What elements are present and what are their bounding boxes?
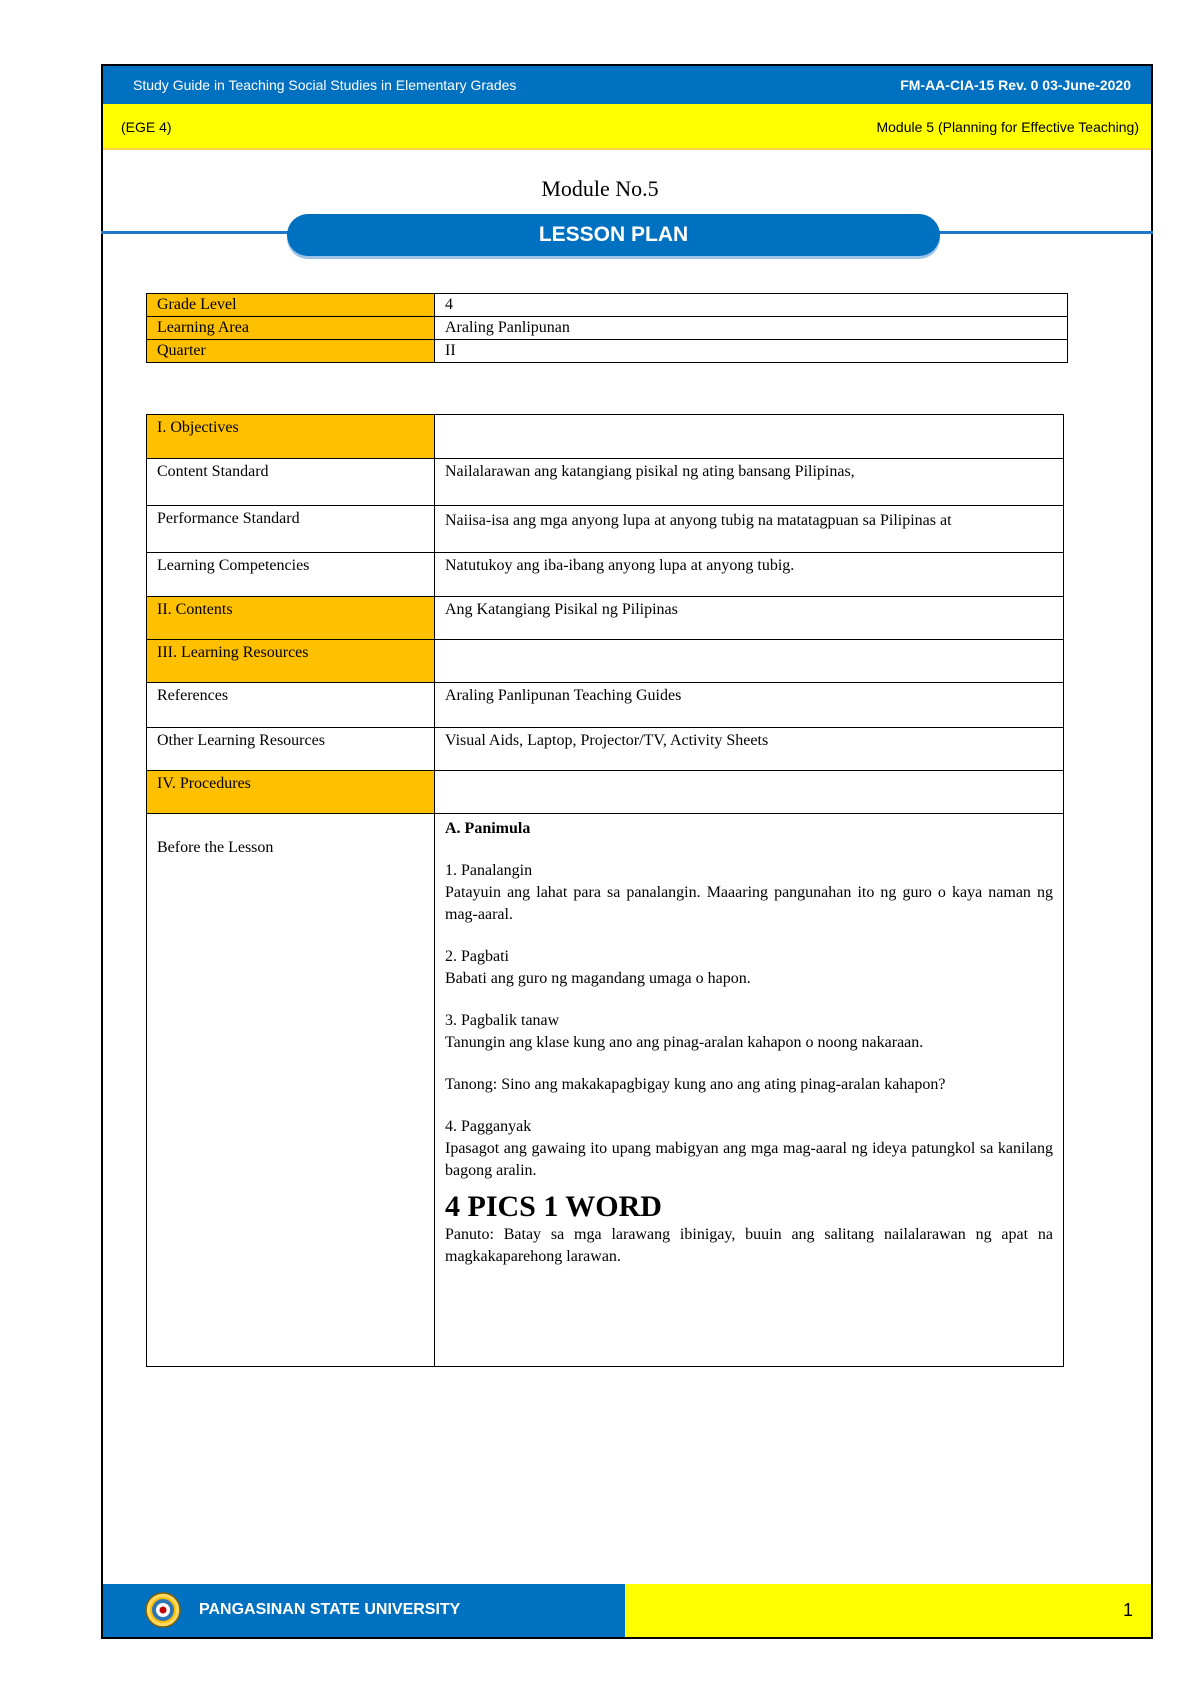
learning-competencies-label: Learning Competencies bbox=[147, 553, 435, 597]
grade-level-value: 4 bbox=[435, 294, 1068, 317]
references-value: Araling Panlipunan Teaching Guides bbox=[435, 683, 1064, 728]
table-row bbox=[147, 340, 1068, 363]
table-row bbox=[147, 771, 1064, 814]
step-4-text: Ipasagot ang gawaing ito upang mabigyan ang mga mag-aaral ng ideya patungkol sa kanilang bagong aralin. bbox=[445, 1140, 1053, 1179]
table-row bbox=[147, 814, 1064, 1367]
other-resources-label: Other Learning Resources bbox=[147, 728, 435, 771]
table-row bbox=[147, 294, 1068, 317]
module-number: Module No.5 bbox=[541, 176, 659, 201]
performance-standard-label: Performance Standard bbox=[147, 506, 435, 553]
game-title: 4 PICS 1 WORD bbox=[445, 1190, 662, 1223]
learning-area-label: Learning Area bbox=[147, 317, 435, 340]
divider-left bbox=[101, 231, 301, 234]
table-row bbox=[147, 728, 1064, 771]
step-2-text: Babati ang guro ng magandang umaga o hapon. bbox=[445, 970, 751, 987]
contents-label: II. Contents bbox=[147, 597, 435, 640]
quarter-label: Quarter bbox=[147, 340, 435, 363]
before-lesson-content bbox=[435, 814, 1064, 1367]
table-row bbox=[147, 317, 1068, 340]
step-4-title: 4. Pagganyak bbox=[445, 1118, 532, 1135]
footer-bar bbox=[103, 1584, 1151, 1637]
table-row bbox=[147, 459, 1064, 506]
step-3-text: Tanungin ang klase kung ano ang pinag-aralan kahapon o noong nakaraan. bbox=[445, 1034, 924, 1051]
performance-standard-value: Naiisa-isa ang mga anyong lupa at anyong tubig na matatagpuan sa Pilipinas at bbox=[435, 506, 1064, 553]
contents-value: Ang Katangiang Pisikal ng Pilipinas bbox=[435, 597, 1064, 640]
quarter-value: II bbox=[435, 340, 1068, 363]
table-row bbox=[147, 415, 1064, 459]
lesson-plan-table bbox=[146, 414, 1064, 1367]
info-table bbox=[146, 293, 1068, 363]
step-3-title: 3. Pagbalik tanaw bbox=[445, 1012, 560, 1029]
form-code: FM-AA-CIA-15 Rev. 0 03-June-2020 bbox=[900, 77, 1131, 93]
references-label: References bbox=[147, 683, 435, 728]
content-standard-value: Nailalarawan ang katangiang pisikal ng ating bansang Pilipinas, bbox=[435, 459, 1064, 506]
lesson-plan-banner: LESSON PLAN bbox=[287, 214, 940, 256]
step-1-text: Patayuin ang lahat para sa panalangin. Maaaring pangunahan ito ng guro o kaya naman ng mag-aaral. bbox=[445, 884, 1053, 923]
footer-right bbox=[625, 1584, 1151, 1637]
game-instructions: Panuto: Batay sa mga larawang ibinigay, buuin ang salitang nailalarawan ng apat na magkakaparehong larawan. bbox=[445, 1226, 1053, 1265]
page-number: 1 bbox=[1122, 1600, 1133, 1620]
table-row bbox=[147, 683, 1064, 728]
objectives-label: I. Objectives bbox=[147, 415, 435, 459]
learning-competencies-value: Natutukoy ang iba-ibang anyong lupa at anyong tubig. bbox=[435, 553, 1064, 597]
table-row bbox=[147, 640, 1064, 683]
course-title: Study Guide in Teaching Social Studies in Elementary Grades bbox=[133, 77, 517, 93]
grade-level-label: Grade Level bbox=[147, 294, 435, 317]
step-2-title: 2. Pagbati bbox=[445, 948, 509, 965]
header-sub-bar bbox=[103, 104, 1151, 150]
table-row bbox=[147, 553, 1064, 597]
university-name: PANGASINAN STATE UNIVERSITY bbox=[199, 1601, 461, 1618]
header-top-bar bbox=[103, 66, 1151, 104]
module-topic: Module 5 (Planning for Effective Teaching) bbox=[876, 119, 1139, 135]
learning-area-value: Araling Panlipunan bbox=[435, 317, 1068, 340]
objectives-value bbox=[435, 415, 1064, 459]
panimula-heading: A. Panimula bbox=[445, 820, 531, 837]
table-row bbox=[147, 597, 1064, 640]
divider-right bbox=[925, 231, 1153, 234]
other-resources-value: Visual Aids, Laptop, Projector/TV, Activity Sheets bbox=[435, 728, 1064, 771]
footer-left bbox=[103, 1584, 625, 1637]
before-lesson-label: Before the Lesson bbox=[147, 814, 435, 1367]
step-3-question: Tanong: Sino ang makakapagbigay kung ano ang ating pinag-aralan kahapon? bbox=[445, 1076, 946, 1093]
procedures-value bbox=[435, 771, 1064, 814]
learning-resources-value bbox=[435, 640, 1064, 683]
university-seal-icon bbox=[145, 1592, 181, 1628]
step-1-title: 1. Panalangin bbox=[445, 862, 533, 879]
table-row bbox=[147, 506, 1064, 553]
learning-resources-label: III. Learning Resources bbox=[147, 640, 435, 683]
content-standard-label: Content Standard bbox=[147, 459, 435, 506]
procedures-label: IV. Procedures bbox=[147, 771, 435, 814]
course-code: (EGE 4) bbox=[121, 119, 172, 135]
